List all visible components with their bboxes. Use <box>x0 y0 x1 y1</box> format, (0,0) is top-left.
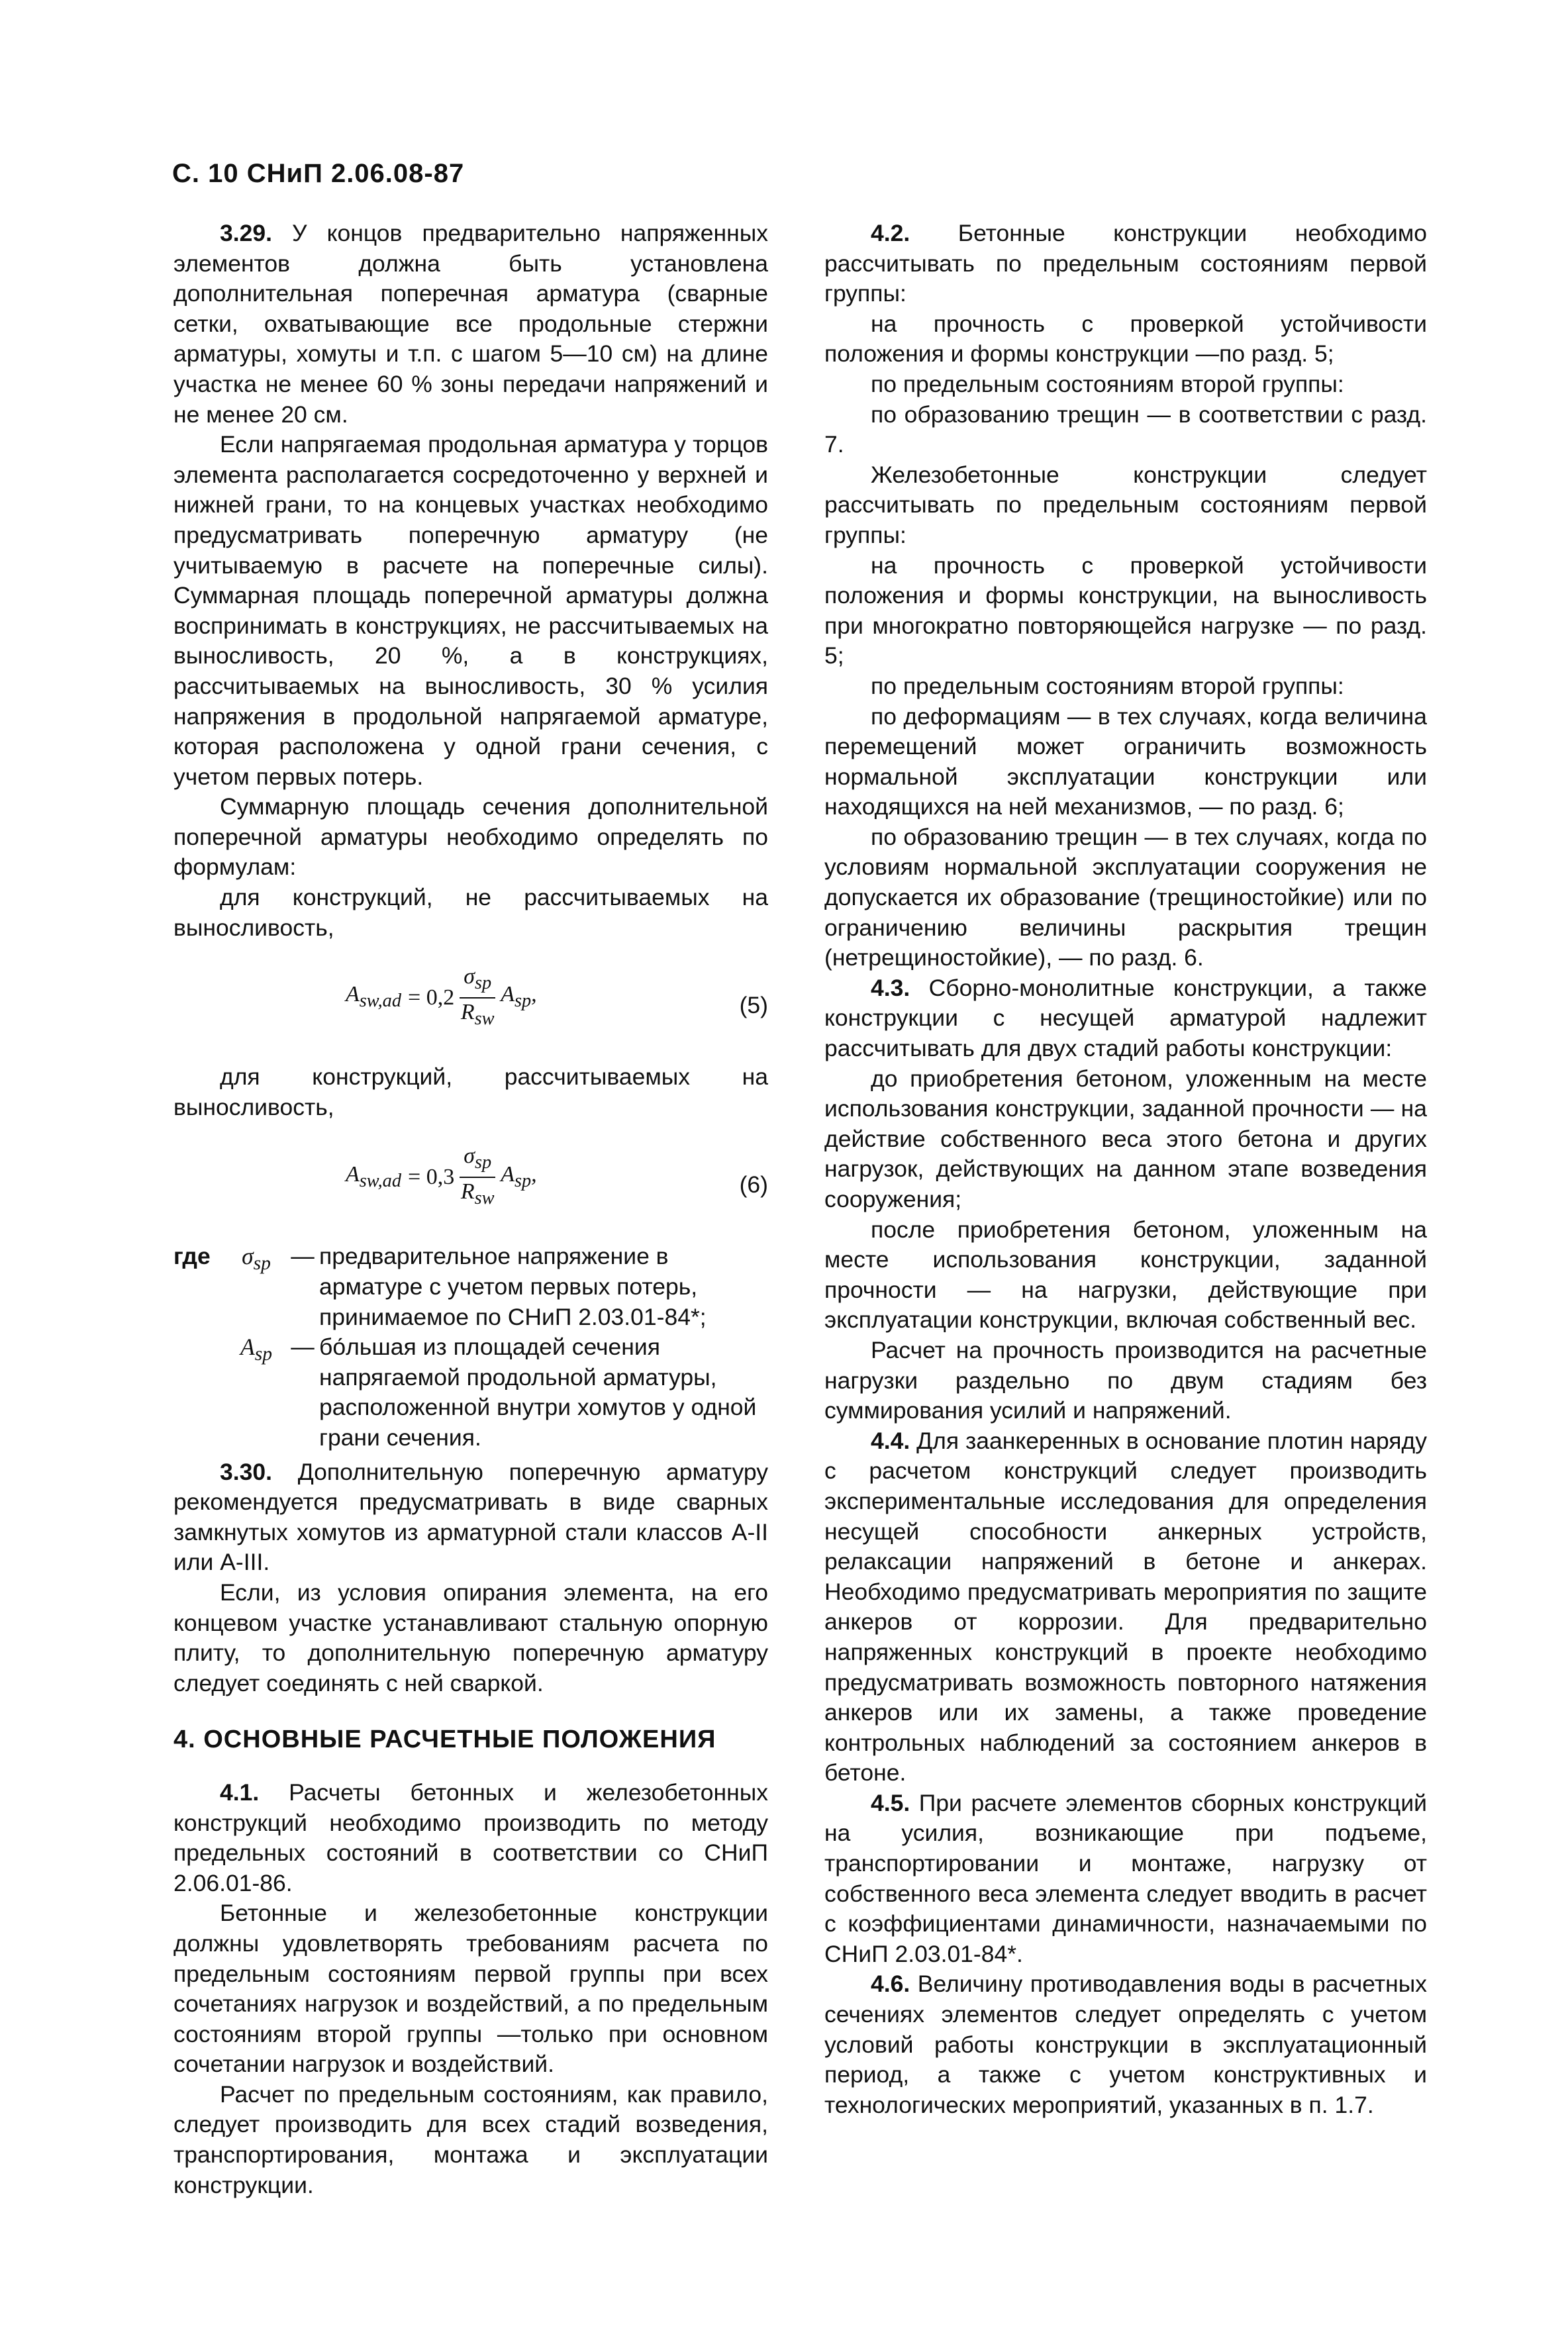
clause-number: 4.1. <box>220 1779 260 1806</box>
clause-3-30 <box>173 1457 768 1578</box>
clause-4-2 <box>824 219 1427 309</box>
formula-body: $A_{sw,ad}$ = 0,2 $\frac{\sigma_{sp}}{R_{sw}}$ $A_{sp}$, <box>346 963 537 1033</box>
definition: бо́льшая из площадей сечения напрягаемой продольной арматуры, расположенной внутри хомутов у одной грани сечения. <box>319 1334 757 1451</box>
paragraph: Расчет по предельным состояниям, как правило, следует производить для всех стадий возведения, транспортирования, монтажа и эксплуатации конструкции. <box>173 2080 768 2198</box>
paragraph: Суммарную площадь сечения дополнительной поперечной арматуры необходимо определять по формулам: <box>173 793 768 881</box>
fraction: $\frac{\sigma_{sp}}{R_{sw}}$ <box>460 1144 495 1209</box>
symbol-sigma-sp: $\sigma_{sp}$ <box>242 1243 271 1275</box>
paragraph: для конструкций, не рассчитываемых на выносливость, <box>173 884 768 941</box>
clause-4-6 <box>824 1969 1427 2120</box>
clause-number: 4.2. <box>871 220 910 246</box>
where-list: где $\sigma_{sp}$ — предварительное напряжение в арматуре с учетом первых потерь, принимаемое по СНиП 2.03.01-84*; $A_{sp}$ — бо́льшая из площадей сечения напрягаемой продольной арматуры, расположенной внутри хомутов у одной грани сечения. <box>173 1242 768 1453</box>
paragraph: на прочность с проверкой устойчивости положения и формы конструкции, на выносливость при многократно повторяющейся нагрузке — по разд. 5; <box>824 552 1427 669</box>
clause-number: 4.3. <box>871 974 910 1001</box>
clause-text: Дополнительную поперечную арматуру рекомендуется предусматривать в виде сварных замкнутых хомутов из арматурной стали классов А-II или А-III. <box>173 1458 768 1576</box>
clause-4-1 <box>173 1778 768 1898</box>
paragraph: Расчет на прочность производится на расчетные нагрузки раздельно по двум стадиям без суммирования усилий и напряжений. <box>824 1336 1427 1424</box>
paragraph: до приобретения бетоном, уложенным на месте использования конструкции, заданной прочности — на действие собственного веса этого бетона и других нагрузок, действующих на данном этапе возведения сооружения; <box>824 1065 1427 1212</box>
formula-5 <box>173 950 768 1055</box>
clause-number: 4.6. <box>871 1971 910 1998</box>
clause-number: 3.29. <box>220 220 272 246</box>
formula-body: $A_{sw,ad}$ = 0,3 $\frac{\sigma_{sp}}{R_{sw}}$ $A_{sp}$, <box>346 1142 537 1212</box>
paragraph: Если напрягаемая продольная арматура у торцов элемента располагается сосредоточенно у верхней и нижней грани, то на концевых участках необходимо предусматривать поперечную арматуру (не учитываемую в расчете на поперечные силы). Суммарная площадь поперечной арматуры должна воспринимать в конструкциях, не рассчитываемых на выносливость, 20 %, а в конструкциях, рассчитываемых на выносливость, 30 % усилия напряжения в продольной напрягаемой арматуре, которая расположена у одной грани сечения, с учетом первых потерь. <box>173 431 768 790</box>
clause-number: 4.4. <box>871 1427 910 1454</box>
clause-4-3 <box>824 973 1427 1064</box>
paragraph: Бетонные и железобетонные конструкции должны удовлетворять требованиям расчета по предельным состояниям первой группы при всех сочетаниях нагрузок и воздействий, а по предельным состояниям второй группы —только при основном сочетании нагрузок и воздействий. <box>173 1900 768 2078</box>
paragraph: после приобретения бетоном, уложенным на месте использования конструкции, заданной прочности — на нагрузки, действующие при эксплуатации конструкции, включая собственный вес. <box>824 1216 1427 1334</box>
equation-number: (5) <box>739 992 768 1019</box>
clause-text: Величину противодавления воды в расчетных сечениях элементов следует определять с учетом условий работы конструкции в эксплуатационный период, а также с учетом конструктивных и технологических мероприятий, указанных в п. 1.7. <box>824 1971 1427 2118</box>
right-column <box>824 219 1427 2120</box>
clause-text: При расчете элементов сборных конструкций на усилия, возникающие при подъеме, транспортировании и монтаже, нагрузку от собственного веса элемента следует вводить в расчет с коэффициентами динамичности, назначаемыми по СНиП 2.03.01-84*. <box>824 1789 1427 1967</box>
clause-number: 4.5. <box>871 1789 910 1816</box>
clause-4-4 <box>824 1426 1427 1788</box>
equation-number: (6) <box>739 1171 768 1198</box>
clause-3-29 <box>173 219 768 430</box>
section-title: 4. ОСНОВНЫЕ РАСЧЕТНЫЕ ПОЛОЖЕНИЯ <box>173 1726 716 1754</box>
clause-4-5 <box>824 1788 1427 1970</box>
clause-text: У концов предварительно напряженных элементов должна быть установлена дополнительная поперечная арматура (сварные сетки, охватывающие все продольные стержни арматуры, хомуты и т.п. с шагом 5—10 см) на длине участка не менее 60 % зоны передачи напряжений и не менее 20 см. <box>173 220 768 428</box>
page-header: С. 10 СНиП 2.06.08-87 <box>172 159 465 188</box>
paragraph: по образованию трещин — в соответствии с разд. 7. <box>824 401 1427 458</box>
symbol-a-sp: $A_{sp}$ <box>240 1334 272 1365</box>
formula-6 <box>173 1129 768 1235</box>
definition: предварительное напряжение в арматуре с учетом первых потерь, принимаемое по СНиП 2.03.01-84*; <box>319 1243 707 1330</box>
clause-number: 3.30. <box>220 1458 272 1485</box>
clause-text: Расчеты бетонных и железобетонных конструкций необходимо производить по методу предельных состояний в соответствии со СНиП 2.06.01-86. <box>173 1779 768 1896</box>
clause-text: Для заанкеренных в основание плотин наряду с расчетом конструкций следует производить экспериментальные исследования для определения несущей способности анкерных устройств, релаксации напряжений в бетоне и анкерах. Необходимо предусматривать мероприятия по защите анкеров от коррозии. Для предварительно напряженных конструкций в проекте необходимо предусматривать возможность повторного натяжения анкеров или их замены, а также проведение контрольных наблюдений за состоянием анкеров в бетоне. <box>824 1427 1427 1786</box>
clause-text: Сборно-монолитные конструкции, а также конструкции с несущей арматурой надлежит рассчитывать для двух стадий работы конструкции: <box>824 974 1427 1062</box>
paragraph: для конструкций, рассчитываемых на выносливость, <box>173 1063 768 1120</box>
paragraph: на прочность с проверкой устойчивости положения и формы конструкции —по разд. 5; <box>824 310 1427 367</box>
where-word: где <box>173 1243 211 1270</box>
paragraph: Если, из условия опирания элемента, на его концевом участке устанавливают стальную опорную плиту, то дополнительную поперечную арматуру следует соединять с ней сваркой. <box>173 1579 768 1696</box>
left-column <box>173 219 768 2200</box>
paragraph: по предельным состояниям второй группы: <box>871 370 1344 397</box>
paragraph: по образованию трещин — в тех случаях, когда по условиям нормальной эксплуатации сооружения не допускается их образование (трещиностойкие) или по ограничению величины раскрытия трещин (нетрещиностойкие), — по разд. 6. <box>824 823 1427 971</box>
paragraph: Железобетонные конструкции следует рассчитывать по предельным состояниям первой группы: <box>824 461 1427 548</box>
fraction: $\frac{\sigma_{sp}}{R_{sw}}$ <box>460 964 495 1029</box>
paragraph: по предельным состояниям второй группы: <box>871 672 1344 699</box>
paragraph: по деформациям — в тех случаях, когда величина перемещений может ограничить возможность нормальной эксплуатации конструкции или находящихся на ней механизмов, — по разд. 6; <box>824 703 1427 820</box>
clause-text: Бетонные конструкции необходимо рассчитывать по предельным состояниям первой группы: <box>824 220 1427 307</box>
